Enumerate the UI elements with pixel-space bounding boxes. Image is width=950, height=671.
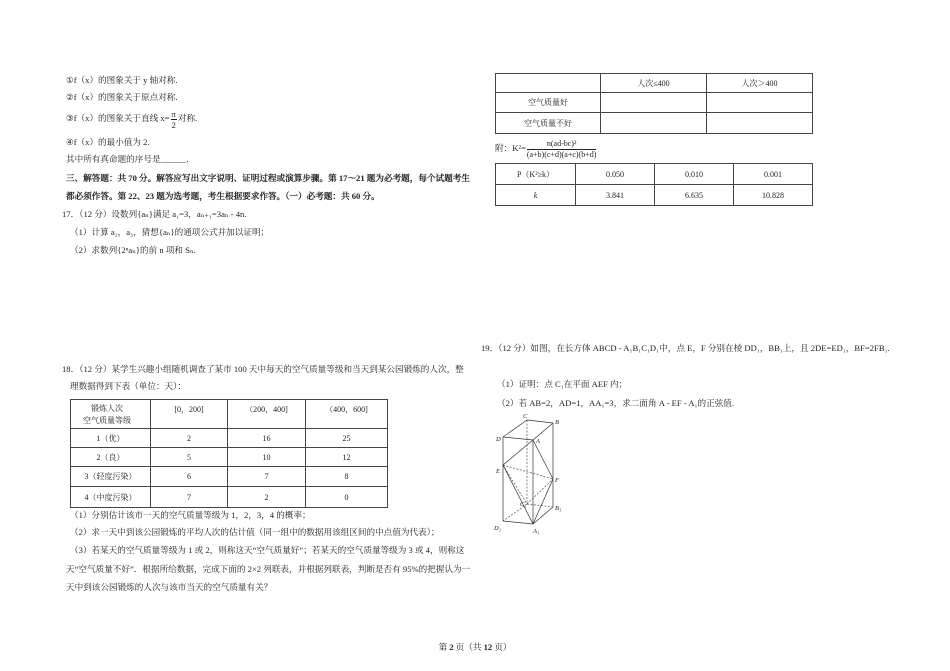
pi-over-2-fraction (171, 109, 177, 130)
table-cell: 10.828 (734, 185, 813, 206)
table-row (496, 164, 813, 185)
label-C1: C₁ (520, 501, 527, 508)
col-header: （200，400] (228, 400, 306, 429)
blank-cell (601, 93, 707, 113)
q18-data-table (70, 399, 388, 508)
label-F: F (555, 477, 559, 484)
formula-fraction (527, 139, 597, 160)
fraction-numerator: π (171, 108, 176, 119)
table-cell: 5 (151, 448, 228, 467)
corner-top-label: 锻炼人次 (91, 404, 123, 413)
q18-intro: 18．（12 分）某学生兴趣小组随机调查了某市 100 天中每天的空气质量等级和当天到某公园锻炼的人次，整理数据得到下表（单位：天）： (62, 364, 464, 391)
q18-part-3: （3）若某天的空气质量等级为 1 或 2，则称这天“空气质量好”；若某天的空气质量等级为 3 或 4，则称这天“空气质量不好”．根据所给数据，完成下面的 2×2 列联表，并根据列联表，判断是否有 95%的把握认为一天中到该公园锻炼的人次与该市当天的空气质量有关？ (66, 545, 471, 592)
contingency-table (495, 73, 813, 134)
table-cell: 0 (306, 487, 388, 508)
q18-part-2: （2）求一天中到该公园锻炼的平均人次的估计值（同一组中的数据用该组区间的中点值为代表）； (70, 527, 440, 537)
label-A1: A₁ (533, 528, 540, 535)
table-cell: 16 (228, 429, 306, 448)
table-cell: 2 (228, 487, 306, 508)
critical-value-table (495, 163, 813, 206)
cuboid-figure (488, 412, 573, 537)
table-cell: 2 (151, 429, 228, 448)
col-header: 人次≤400 (601, 74, 707, 93)
fraction-denominator: 2 (171, 119, 176, 130)
total-pages: 12 (483, 642, 493, 652)
page-number: 2 (449, 642, 454, 652)
label-B: B (555, 419, 559, 426)
q19-part-2: （2）若 AB=2，AD=1，AA₁=3，求二面角 A - EF - A₁的正弦值. (497, 398, 735, 408)
table-corner-cell (71, 400, 151, 429)
table-row (71, 467, 388, 487)
table-row (496, 185, 813, 206)
label-D1: D₁ (494, 525, 501, 532)
blank-cell (601, 113, 707, 134)
label-C: C (523, 413, 528, 420)
q18-part-1: （1）分别估计该市一天的空气质量等级为 1，2，3，4 的概率； (70, 510, 311, 520)
table-cell: 12 (306, 448, 388, 467)
table-cell: 6.635 (655, 185, 734, 206)
table-row (496, 113, 813, 134)
option-3 (66, 107, 197, 130)
table-cell: 0.010 (655, 164, 734, 185)
table-cell: 0.001 (734, 164, 813, 185)
table-cell: 6 (151, 467, 228, 487)
row-label: k (496, 185, 576, 206)
empty-corner-cell (496, 74, 601, 93)
q19-stem: 19．（12 分）如图，在长方体 ABCD - A₁B₁C₁D₁中，点 E，F 分别在棱 DD₁，BB₁上，且 2DE=ED₁，BF=2FB₁. (481, 343, 890, 353)
table-cell: 3.841 (576, 185, 655, 206)
formula-numerator: n(ad-bc)² (527, 139, 597, 150)
option-4: ④f（x）的最小值为 2. (66, 137, 150, 147)
table-cell: 10 (228, 448, 306, 467)
k-squared-formula (495, 135, 597, 161)
q17-part-2: （2）求数列{2ⁿaₙ}的前 n 项和 Sₙ. (70, 245, 196, 255)
row-label: 4（中度污染） (71, 487, 151, 508)
table-cell: 25 (306, 429, 388, 448)
row-label: 空气质量好 (496, 93, 601, 113)
table-cell: 7 (151, 487, 228, 508)
label-E: E (496, 468, 500, 475)
corner-bottom-label: 空气质量等级 (83, 416, 131, 425)
col-header: （400，600] (306, 400, 388, 429)
fill-blank-question: 其中所有真命题的序号是______. (66, 154, 189, 164)
option-3-prefix: ③f（x）的图象关于直线 x= (66, 113, 170, 123)
col-header: 人次＞400 (707, 74, 813, 93)
page-footer (0, 641, 950, 653)
row-label: 2（良） (71, 448, 151, 467)
footer-prefix: 第 (438, 642, 450, 652)
table-cell: 7 (228, 467, 306, 487)
option-3-suffix: 对称. (177, 113, 198, 123)
label-B1: B₁ (555, 505, 562, 512)
q17-part-1: （1）计算 a₂，a₃，猜想{aₙ}的通项公式并加以证明； (70, 227, 270, 237)
col-header: [0，200] (151, 400, 228, 429)
table-row (71, 487, 388, 508)
label-D: D (496, 436, 501, 443)
option-1: ①f（x）的图象关于 y 轴对称. (66, 75, 178, 85)
table-row (71, 429, 388, 448)
footer-suffix: 页） (492, 642, 512, 652)
formula-denominator: (a+b)(c+d)(a+c)(b+d) (526, 149, 597, 159)
row-label: 3（轻度污染） (71, 467, 151, 487)
table-cell: 8 (306, 467, 388, 487)
table-row (496, 93, 813, 113)
formula-prefix: 附：K²= (495, 143, 526, 153)
option-2: ②f（x）的图象关于原点对称. (66, 92, 178, 102)
label-A: A (536, 438, 540, 445)
footer-mid: 页（共 (453, 642, 484, 652)
row-label: 1（优） (71, 429, 151, 448)
q17-stem: 17．（12 分）设数列{aₙ}满足 a₁=3，aₙ₊₁=3aₙ - 4n. (62, 209, 247, 219)
blank-cell (707, 93, 813, 113)
blank-cell (707, 113, 813, 134)
table-cell: 0.050 (576, 164, 655, 185)
q19-part-1: （1）证明：点 C₁在平面 AEF 内； (497, 379, 628, 389)
section-3-heading: 三、解答题：共 70 分。解答应写出文字说明、证明过程或演算步骤。第 17～21 题为必考题，每个试题考生都必须作答。第 22、23 题为选考题，考生根据要求作答。（一）必考题：共 60 分。 (66, 173, 470, 201)
table-row (71, 448, 388, 467)
row-label: P（K²≥k） (496, 164, 576, 185)
row-label: 空气质量不好 (496, 113, 601, 134)
